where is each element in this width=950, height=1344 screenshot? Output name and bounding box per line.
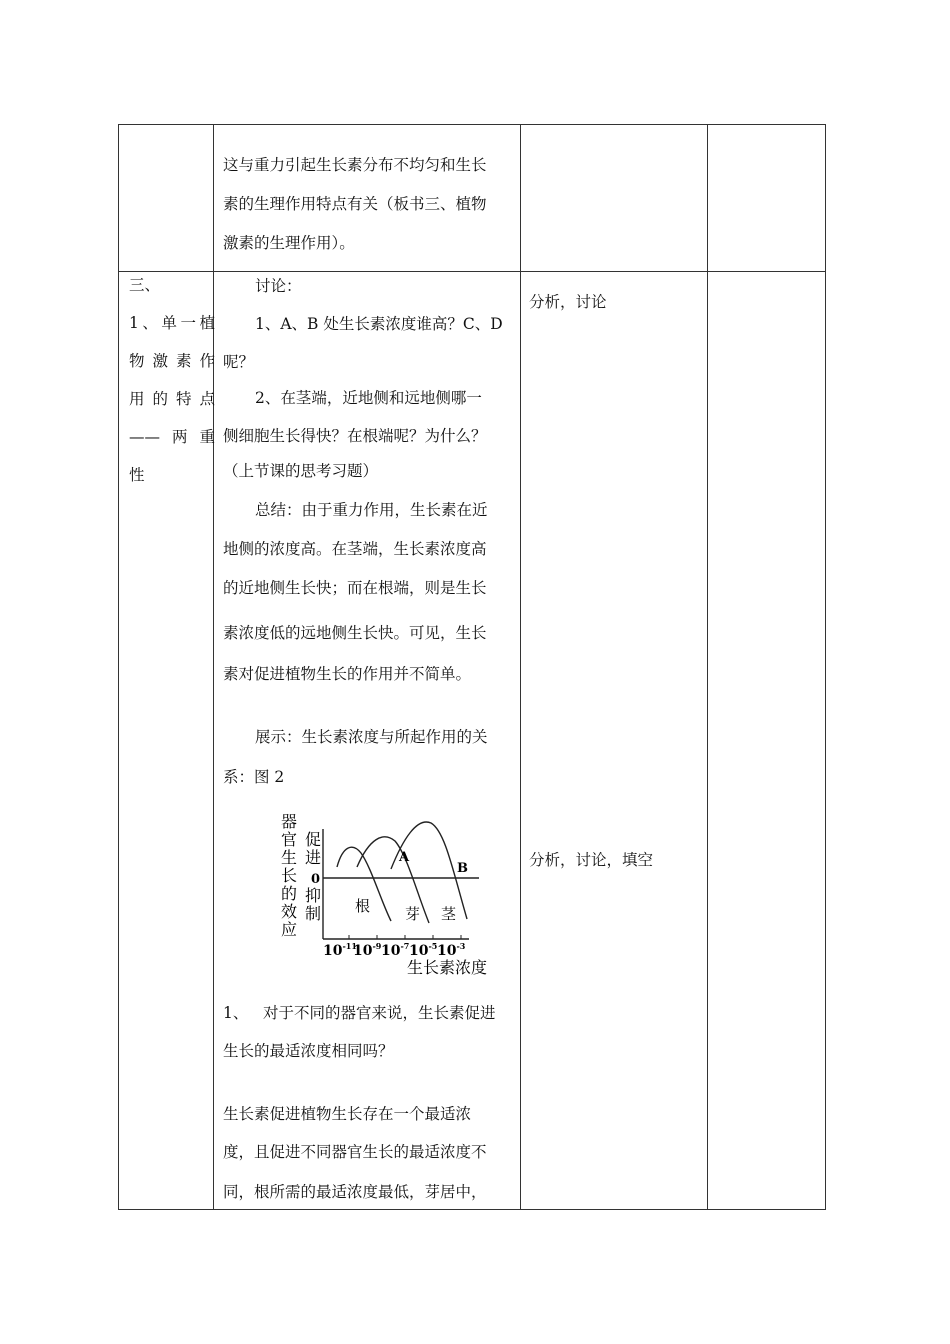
show-line-1: 展示：生长素浓度与所起作用的关 [255, 728, 488, 746]
y-axis-label-char: 效 [281, 902, 298, 921]
tick-base: 10 [323, 943, 343, 959]
tick-exponent: -3 [456, 941, 466, 951]
x-tick-label [437, 941, 466, 959]
tick-base: 10 [437, 943, 457, 959]
activity-item-2: 分析，讨论，填空 [529, 851, 654, 869]
tick-base: 10 [409, 943, 429, 959]
discussion-label: 讨论： [255, 277, 302, 295]
section-heading-line: 性 [129, 466, 145, 484]
answer-line-1: 生长素促进植物生长存在一个最适浓 [223, 1105, 472, 1123]
question-2-note: （上节课的思考习题） [223, 462, 379, 480]
point-a-label: A [399, 850, 410, 865]
column-divider [520, 125, 521, 1209]
lesson-table [118, 124, 826, 1210]
section-heading-line: 物激素作 [129, 352, 215, 370]
y-axis-label-char: 官 [281, 830, 298, 849]
tick-exponent: -9 [372, 941, 382, 951]
tick-base: 10 [381, 943, 401, 959]
stem-curve-label: 茎 [441, 905, 457, 923]
section-heading-line: 三、 [129, 276, 161, 294]
y-axis-label-char: 的 [281, 884, 298, 903]
summary-line-1: 总结：由于重力作用，生长素在近 [255, 501, 488, 519]
question-line-1: 对于不同的器官来说，生长素促进 [263, 1004, 496, 1022]
row-divider [119, 271, 825, 272]
tick-exponent: -11 [342, 941, 357, 951]
answer-line-2: 度，且促进不同器官生长的最适浓度不 [223, 1143, 487, 1161]
y-axis-label-char: 长 [281, 866, 298, 885]
inhibit-label-char: 制 [305, 904, 322, 923]
bud-curve-label: 芽 [405, 905, 421, 923]
tick-exponent: -7 [400, 941, 410, 951]
section-heading [129, 266, 215, 494]
summary-line-5: 素对促进植物生长的作用并不简单。 [223, 665, 472, 683]
root-curve-label: 根 [355, 897, 371, 915]
question-1-line-1: 1、A、B 处生长素浓度谁高？C、D [255, 315, 503, 333]
question-2-line-2: 侧细胞生长得快？在根端呢？为什么？ [223, 427, 487, 445]
top-row-line-2: 素的生理作用特点有关（板书三、植物 [223, 195, 487, 213]
column-divider [707, 125, 708, 1209]
summary-line-2: 地侧的浓度高。在茎端，生长素浓度高 [223, 540, 487, 558]
inhibit-label-char: 抑 [305, 886, 322, 905]
top-row-line-3: 激素的生理作用）。 [223, 234, 355, 252]
x-tick-label [323, 941, 357, 959]
question-line-2: 生长的最适浓度相同吗？ [223, 1042, 394, 1060]
section-heading-line: 1、单一植 [129, 314, 215, 332]
y-axis-label-char: 应 [281, 920, 298, 939]
promote-label-char: 进 [305, 848, 322, 867]
x-tick-label [409, 941, 437, 959]
summary-line-3: 的近地侧生长快；而在根端，则是生长 [223, 579, 487, 597]
section-heading-line: 用的特点 [129, 390, 215, 408]
question-1-line-2: 呢？ [223, 353, 255, 371]
top-row-line-1: 这与重力引起生长素分布不均匀和生长 [223, 156, 487, 174]
x-axis-label: 生长素浓度 [407, 958, 488, 977]
tick-exponent: -5 [428, 941, 438, 951]
tick-base: 10 [353, 943, 373, 959]
x-tick-label [353, 941, 382, 959]
question-2-line-1: 2、在茎端，近地侧和远地侧哪一 [255, 389, 482, 407]
show-line-2: 系：图 2 [223, 768, 285, 786]
point-b-label: B [457, 861, 468, 876]
y-axis-label-char: 生 [281, 848, 298, 867]
auxin-response-figure [269, 809, 491, 977]
activity-item-1: 分析，讨论 [529, 293, 607, 311]
y-axis-label-char: 器 [281, 812, 298, 831]
zero-label: 0 [311, 872, 321, 887]
section-heading-line: ——两重 [129, 428, 215, 446]
summary-line-4: 素浓度低的远地侧生长快。可见，生长 [223, 624, 487, 642]
x-tick-label [381, 941, 409, 959]
question-number: 1、 [223, 1004, 249, 1022]
answer-line-3: 同，根所需的最适浓度最低，芽居中， [223, 1183, 487, 1201]
promote-label-char: 促 [305, 830, 322, 849]
